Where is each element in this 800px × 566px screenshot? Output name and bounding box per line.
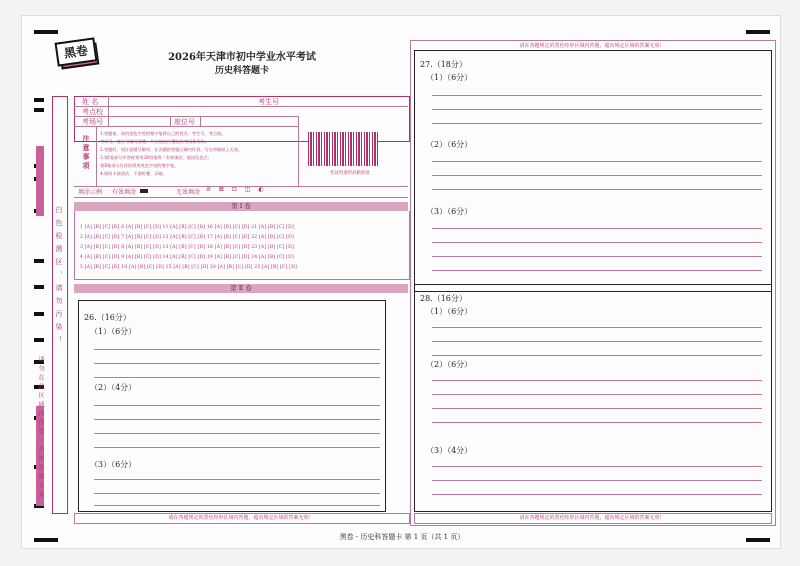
answer-line (94, 405, 380, 406)
q27-part1: （1）（6分） (426, 73, 473, 82)
note-line: 2.答题时，请注意题号顺序，在各题的答题区域内作答，写在草稿纸上无效。 (100, 147, 243, 152)
registration-tick (34, 259, 44, 263)
q28-part1: （1）（6分） (426, 307, 473, 316)
registration-tick (34, 285, 44, 289)
answer-line (94, 505, 380, 506)
fill-example-label: 填涂示例 (78, 189, 103, 196)
answer-line (432, 175, 762, 176)
q26-title: 26.（16分） (84, 313, 131, 322)
answer-line (432, 95, 762, 96)
answer-line (432, 228, 762, 229)
q28-title: 28.（16分） (420, 294, 467, 303)
answer-line (432, 408, 762, 409)
rule (170, 116, 171, 126)
q28-part2: （2）（6分） (426, 360, 473, 369)
answer-line (94, 447, 380, 448)
answer-line (432, 494, 762, 495)
answer-line (94, 377, 380, 378)
answer-line (432, 109, 762, 110)
answer-line (432, 270, 762, 271)
answer-line (432, 189, 762, 190)
answer-line (432, 256, 762, 257)
barcode-label: 考试用条形码粘贴处 (329, 171, 371, 176)
q26-part2: （2）（4分） (90, 383, 137, 392)
name-label: 姓 名 (82, 98, 99, 106)
answer-sheet (22, 16, 780, 548)
answer-line (94, 363, 380, 364)
answer-line (432, 466, 762, 467)
notes-label-char: 项 (82, 161, 90, 170)
notice-left-bottom: 请在各题规定的黑色矩形区域内答题，超出规定区域的答案无效！ (168, 515, 314, 521)
notes-label-char: 事 (82, 152, 90, 161)
registration-mark (746, 30, 770, 34)
registration-tick (34, 98, 44, 102)
answer-line (432, 327, 762, 328)
notes-label-char: 注 (82, 134, 90, 143)
seat-number-label: 座位号 (174, 118, 195, 126)
invalid-fill-label: 无效填涂 (176, 189, 201, 196)
card-subtitle: 历史科答题卡 (214, 66, 269, 76)
badge-label: 黑卷 (55, 37, 98, 66)
registration-mark (746, 538, 770, 542)
registration-tick (34, 108, 44, 112)
exam-number-label: 考生号 (258, 98, 279, 106)
mcq-row[interactable]: 4 [A] [B] [C] [D] 9 [A] [B] [C] [D] 14 [A] [B] [C] [D] 19 [A] [B] [C] [D] 24 [A] [B] [C] [D] (80, 255, 294, 260)
q27-title: 27.（18分） (420, 60, 467, 69)
page-footer: 黑卷 · 历史科答题卡 第 1 页（共 1 页） (339, 533, 465, 541)
registration-mark (34, 30, 58, 34)
side-strip-notice-bottom: 请勿在此区域内作答，否则答题无效 (37, 356, 44, 500)
mcq-row[interactable]: 3 [A] [B] [C] [D] 8 [A] [B] [C] [D] 13 [A] [B] [C] [D] 18 [A] [B] [C] [D] 23 [A] [B] [C] [D] (80, 245, 294, 250)
valid-fill-label: 有效填涂 (112, 189, 137, 196)
mcq-row[interactable]: 1 [A] [B] [C] [D] 6 [A] [B] [C] [D] 11 [A] [B] [C] [D] 16 [A] [B] [C] [D] 21 [A] [B] [C] [D] (80, 225, 294, 230)
note-line: 3.第Ⅰ卷部分作答时须用2B铅笔将「有效填涂」填涂信息点； (100, 155, 212, 160)
rule (108, 96, 109, 126)
answer-line (94, 433, 380, 434)
registration-tick (34, 312, 44, 316)
registration-mark (34, 538, 58, 542)
answer-line (432, 123, 762, 124)
q27-part2: （2）（6分） (426, 140, 473, 149)
school-label: 考点校 (82, 108, 103, 116)
q26-part3: （3）（6分） (90, 460, 137, 469)
answer-line (432, 422, 762, 423)
note-line: 1.答题前，请用黑色字迹的签字笔将自己的姓名、考生号、考点校、 (100, 131, 226, 136)
note-line: 第Ⅱ卷部分作答时须用黑色字迹的签字笔。 (100, 163, 179, 168)
registration-tick (34, 338, 44, 342)
side-strip-notice-top: 白色检测区，请勿污染！ (55, 206, 63, 349)
answer-line (432, 341, 762, 342)
notes-text (100, 130, 296, 178)
q28-answer-area[interactable] (414, 284, 772, 512)
answer-line (94, 349, 380, 350)
note-line: 考场号、座位号填写清楚，并在规定位置粘贴考试条形码。 (100, 139, 209, 144)
q28-part3: （3）（4分） (426, 446, 473, 455)
rule (200, 116, 201, 126)
section1-title: 第 Ⅰ 卷 (231, 202, 251, 210)
notes-label-char: 意 (82, 143, 90, 152)
notice-right-top: 请在各题规定的黑色矩形区域内答题，超出规定区域的答案无效！ (519, 43, 665, 49)
answer-line (94, 479, 380, 480)
rule (74, 106, 408, 107)
q26-part1: （1）（6分） (90, 327, 137, 336)
answer-line (94, 493, 380, 494)
mcq-row[interactable]: 5 [A] [B] [C] [D] 10 [A] [B] [C] [D] 15 [A] [B] [C] [D] 20 [A] [B] [C] [D] 25 [A] [B] [C] [D] (80, 265, 297, 270)
q27-part3: （3）（6分） (426, 207, 473, 216)
notice-right-bottom: 请在各题规定的黑色矩形区域内答题，超出规定区域的答案无效！ (519, 515, 665, 521)
answer-line (432, 355, 762, 356)
invalid-fill-marks: ⊘ ⊠ ⊡ ◫ ◐ (206, 186, 267, 193)
notes-label (78, 134, 94, 170)
answer-line (94, 419, 380, 420)
answer-line (432, 480, 762, 481)
answer-line (432, 242, 762, 243)
mcq-row[interactable]: 2 [A] [B] [C] [D] 7 [A] [B] [C] [D] 12 [A] [B] [C] [D] 17 [A] [B] [C] [D] 22 [A] [B] [C] [D] (80, 235, 294, 240)
room-number-label: 考场号 (82, 118, 103, 126)
exam-title: 2026年天津市初中学业水平考试 (168, 52, 316, 63)
answer-line (432, 161, 762, 162)
answer-line (432, 380, 762, 381)
valid-fill-mark (140, 189, 148, 193)
barcode (308, 132, 378, 166)
answer-line (432, 394, 762, 395)
rule (96, 126, 97, 186)
side-strip-bar-top (36, 146, 44, 216)
note-line: 4.保持卡面清洁，不要折叠、弄破。 (100, 171, 167, 176)
section2-title: 第 Ⅱ 卷 (230, 284, 252, 292)
